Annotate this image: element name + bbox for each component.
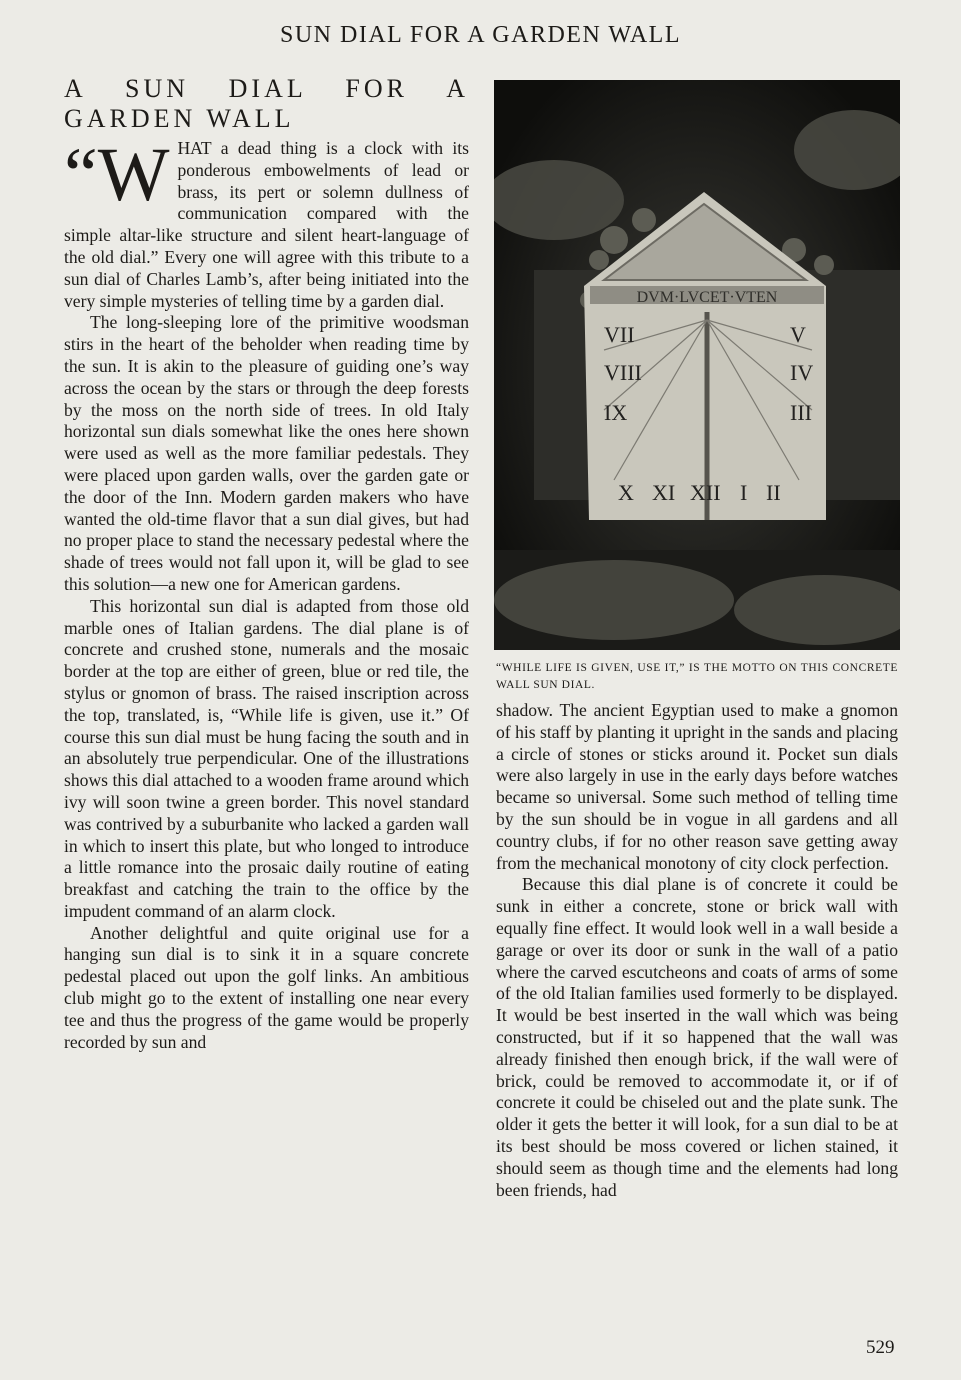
article-column-right — [496, 700, 898, 1201]
drop-cap-letter: W — [97, 133, 170, 217]
article-title: A SUN DIAL FOR A GARDEN WALL — [64, 74, 469, 133]
numeral-left-1: VII — [604, 322, 635, 347]
article-paragraph-1 — [64, 133, 469, 312]
numeral-right-2: IV — [790, 360, 814, 385]
numeral-bottom-5: II — [766, 480, 781, 505]
article-column-left — [64, 74, 469, 1053]
numeral-bottom-4: I — [740, 480, 748, 505]
article-paragraph-4: Another delightful and quite original use for a hanging sun dial is to sink it in a square concrete pedestal placed out upon the golf links. An ambitious club might go to the extent of installing one near every tee and thus the progress of the game would be properly recorded by sun and — [64, 922, 469, 1052]
drop-cap-quote: “ — [64, 133, 98, 217]
numeral-left-3: IX — [604, 400, 628, 425]
numeral-left-2: VIII — [604, 360, 642, 385]
article-paragraph-2: The long-sleeping lore of the primitive woodsman stirs in the heart of the beholder when reading time by the sun. It is akin to the pleasure of guiding one’s way across the ocean by the stars or through the deep forests by the moss on the north side of trees. In old Italy horizontal sun dials somewhat like the ones here shown were used as well as the more familiar pedestals. They were placed upon garden walls, over the garden gate or the door of the Inn. Modern garden makers who have wanted the old-time flavor that a sun dial gives, but had no proper place to stand the necessary pedestal where the shade of trees would not fall upon it, will be glad to see this solution—a new one for American gardens. — [64, 312, 469, 594]
photo-caption: “WHILE LIFE IS GIVEN, USE IT,” IS THE MOTTO ON THIS CONCRETE WALL SUN DIAL. — [496, 662, 898, 691]
numeral-bottom-3: XII — [690, 480, 721, 505]
dial-inscription: DVM·LVCET·VTEN — [636, 289, 778, 306]
sun-dial-illustration — [494, 80, 900, 650]
numeral-right-1: V — [790, 322, 806, 347]
article-paragraph-1-text: HAT a dead thing is a clock with its ponderous embowelments of lead or brass, its pert or solemn dullness of communication compared with the simple altar-like structure and silent heart-language of the old dial.” Every one will agree with this tribute to a sun dial of Charles Lamb’s, after being initiated into the very simple mysteries of telling time by a garden dial. — [64, 138, 469, 311]
running-head: SUN DIAL FOR A GARDEN WALL — [279, 22, 681, 48]
article-paragraph-3: This horizontal sun dial is adapted from those old marble ones of Italian gardens. The dial plane is of concrete and crushed stone, numerals and the mosaic border at the top are either of green, blue or red tile, the stylus or gnomon of brass. The raised inscription across the top, translated, is, “While life is given, use it.” Of course this sun dial must be hung facing the south and in an absolutely true perpendicular. One of the illustrations shows this dial attached to a wooden frame around which ivy will soon twine a green border. This novel standard was contrived by a suburbanite who lacked a garden wall in which to insert this plate, but who longed to introduce a little romance into the prosaic daily routine of eating breakfast and catching the train to the office by the impudent command of an alarm clock. — [64, 595, 469, 921]
numeral-right-3: III — [790, 400, 812, 425]
numeral-bottom-2: XI — [652, 480, 676, 505]
article-paragraph-4-continued: shadow. The ancient Egyptian used to make a gnomon of his staff by planting it upright in the sands and placing a circle of stones or sticks around it. Pocket sun dials were also largely in use in the early days before watches became so universal. Some such method of telling time by the sun should be in vogue in all gardens and all country clubs, if for no other reason save getting away from the mechanical monotony of city clock perfection. — [496, 700, 898, 873]
article-paragraph-5: Because this dial plane is of concrete it could be sunk in either a concrete, stone or brick wall with equally fine effect. It would look well in a wall beside a garage or over its door or sunk in the wall of a patio where the carved escutcheons and coats of arms of some of the old Italian families used formerly to be displayed. It would be best inserted in the wall which was being constructed, but if it so happened that the wall was already finished then enough brick, if the wall were of brick, could be removed to accommodate it, or if of concrete it could be chiseled out and the plate sunk. The older it gets the better it will look, for a sun dial to be at its best should be moss covered or lichen stained, it should seem as though time and the elements had long been friends, had — [496, 874, 898, 1200]
page-number: 529 — [866, 1337, 895, 1358]
drop-cap — [64, 133, 170, 217]
sun-dial-photo — [494, 80, 900, 650]
numeral-bottom-1: X — [618, 480, 634, 505]
